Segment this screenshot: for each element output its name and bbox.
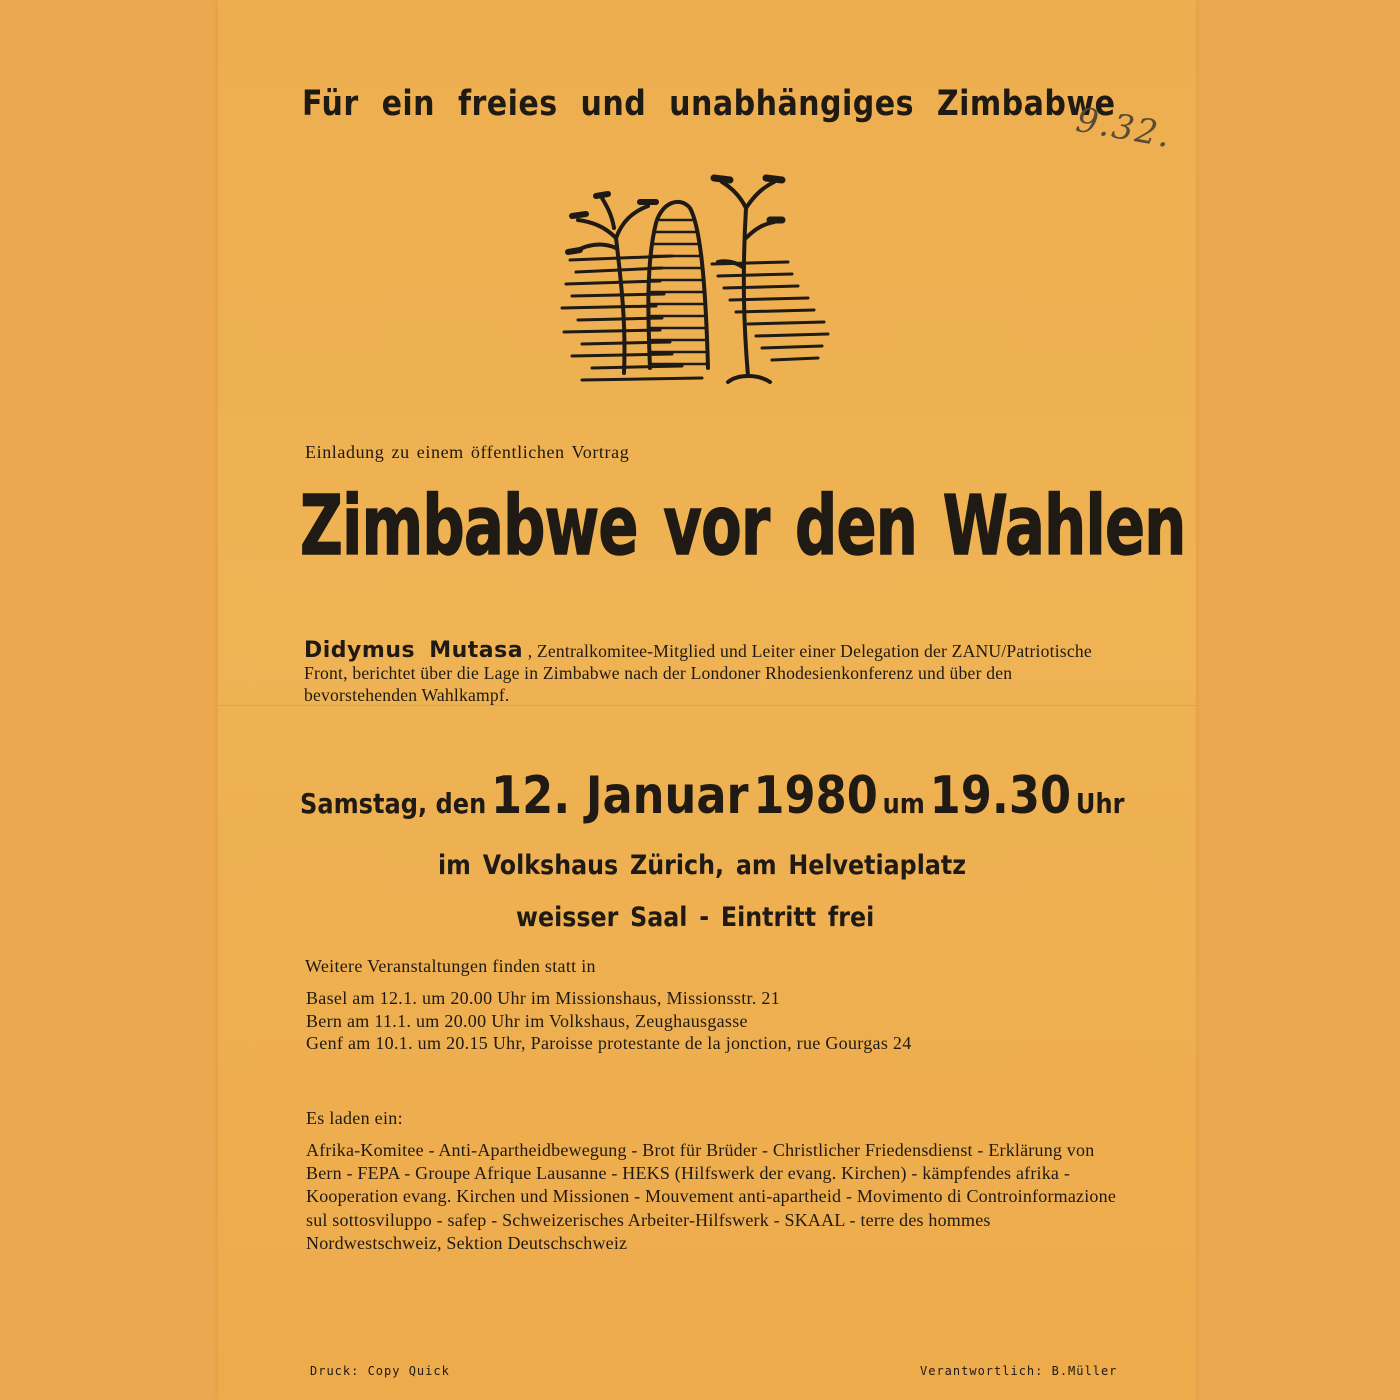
list-item: Bern am 11.1. um 20.00 Uhr im Volkshaus, Zeughausgasse <box>306 1010 748 1031</box>
invitation-text: Einladung zu einem öffentlichen Vortrag <box>305 442 630 462</box>
printer-credit: Druck: Copy Quick <box>310 1364 450 1378</box>
hosts-list: Afrika-Komitee - Anti-Apartheidbewegung - Brot für Brüder - Christlicher Friedensdienst - Erklärung von Bern - FEPA - Groupe Afrique Lausanne - HEKS (Hilfswerk der evang. Kirchen) - kämpfendes afrika - Kooperation evang. Kirchen und Missionen - Mouvement anti-apartheid - Movimento di Controinformazione sul sottosviluppo - safep - Schweizerisches Arbeiter-Hilfswerk - SKAAL - terre des hommes Nordwestschweiz, Sektion Deutschschweiz <box>306 1140 1117 1253</box>
date-time: 19.30 <box>929 766 1072 826</box>
date-day-month: 12. Januar <box>491 766 749 826</box>
handwritten-note: 9.32. <box>1073 100 1176 157</box>
date-at: um <box>882 787 925 820</box>
speaker-name: Didymus Mutasa <box>304 638 524 663</box>
date-prefix: Samstag, den <box>300 787 487 820</box>
responsible-credit: Verantwortlich: B.Müller <box>920 1364 1118 1378</box>
event-venue: im Volkshaus Zürich, am Helvetiaplatz <box>438 850 967 881</box>
list-item: Basel am 12.1. um 20.00 Uhr im Missionshaus, Missionsstr. 21 <box>306 988 781 1008</box>
date-unit: Uhr <box>1075 787 1125 820</box>
speaker-description: , Zentralkomitee-Mitglied und Leiter einer Delegation der ZANU/Patriotische Front, berichtet über die Lage in Zimbabwe nach der Londoner Rhodesienkonferenz und über den bevorstehenden Wahlkampf. <box>304 641 1092 705</box>
event-date <box>300 766 1125 826</box>
more-events-label: Weitere Veranstaltungen finden statt in <box>305 956 596 976</box>
event-hall: weisser Saal - Eintritt frei <box>516 902 875 933</box>
date-year: 1980 <box>753 766 878 826</box>
slogan-heading: Für ein freies und unabhängiges Zimbabwe <box>302 84 1116 124</box>
speaker-paragraph <box>304 640 1094 706</box>
hosts-label: Es laden ein: <box>306 1108 403 1128</box>
poster-title: Zimbabwe vor den Wahlen <box>300 479 1186 574</box>
great-zimbabwe-ruins-icon <box>552 168 842 390</box>
event-list <box>306 987 912 1055</box>
list-item: Genf am 10.1. um 20.15 Uhr, Paroisse protestante de la jonction, rue Gourgas 24 <box>306 1033 912 1053</box>
